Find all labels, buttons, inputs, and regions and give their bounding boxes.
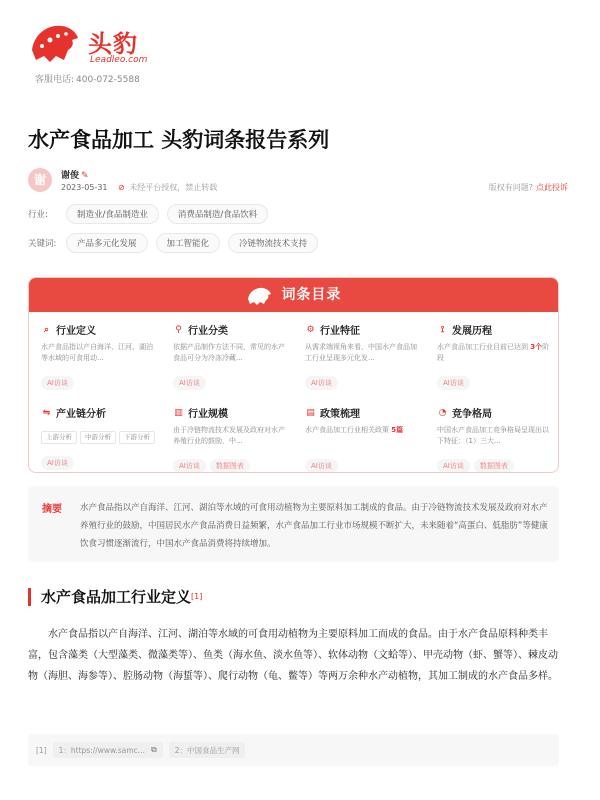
section-paragraph: 水产食品指以产自海洋、江河、湖泊等水域的可食用动植物为主要原料加工而成的食品。由于水产食品原料种类丰富，包含藻类（大型藻类、微藻类等）、鱼类（海水鱼、淡水鱼等）、软体动物（文蛤等）、甲壳动物（虾、蟹等）、棘皮动物（海胆、海参等）、腔肠动物（海蜇等）、爬行动物（龟、鳖等）等两万余种水产动植物，其加工制成的水产食品多样。 bbox=[28, 629, 558, 682]
report-link[interactable]: 点此投诉 bbox=[536, 183, 568, 192]
toc-card bbox=[28, 277, 559, 473]
refs-mark: [1] bbox=[36, 745, 47, 755]
report-question: 版权有问题? bbox=[488, 183, 533, 192]
keyword-tag[interactable]: 加工智能化 bbox=[156, 233, 221, 253]
hotline-number: 400-072-5588 bbox=[76, 75, 140, 85]
industry-label: 行业: bbox=[28, 210, 48, 220]
toc-item-definition[interactable]: ⌕ 行业定义 水产食品指以产自海洋、江河、湖泊等水域的可食用动... AI访谈 bbox=[41, 322, 159, 400]
ai-interview-chip[interactable]: AI访谈 bbox=[437, 376, 470, 390]
keywords-label: 关键词: bbox=[28, 239, 57, 249]
toc-item-desc: 水产食品加工行业相关政策 5篇 bbox=[305, 426, 404, 434]
copyright-note: 未经平台授权，禁止转载 bbox=[129, 183, 218, 192]
toc-item-competition[interactable]: ◔ 竞争格局 中国水产食品加工竞争格局呈现出以下特征：（1）三大... AI访谈 数据图表 bbox=[437, 405, 555, 473]
toc-item-desc: 水产食品加工行业目前已达到 3个阶段 bbox=[437, 343, 550, 362]
toc-item-chain[interactable]: ⇋ 产业链分析 上游分析 中游分析 下游分析 AI访谈 bbox=[41, 405, 159, 473]
page-title: 水产食品加工 头豹词条报告系列 bbox=[28, 128, 330, 152]
ai-interview-chip[interactable]: AI访谈 bbox=[305, 459, 338, 473]
toc-item-desc: 水产食品指以产自海洋、江河、湖泊等水域的可食用动... bbox=[41, 343, 153, 362]
section-title: 水产食品加工行业定义[1] bbox=[28, 588, 202, 606]
toc-item-features[interactable]: ⚙ 行业特征 从需求端视角来看，中国水产食品加工行业呈现多元化发... AI访谈 bbox=[305, 322, 423, 400]
brand-logo[interactable] bbox=[28, 18, 158, 70]
toc-item-desc: 中国水产食品加工竞争格局呈现出以下特征：（1）三大... bbox=[437, 426, 549, 445]
search-doc-icon: ⌕ bbox=[43, 324, 50, 335]
toc-item-desc: 依据产品制作方法不同，常见的水产食品可分为冷冻冷藏... bbox=[173, 343, 285, 362]
data-chart-chip[interactable]: 数据图表 bbox=[210, 459, 250, 473]
reference-item[interactable]: 2：中国食品生产网 bbox=[169, 742, 246, 758]
toc-item-policy[interactable]: ▤ 政策梳理 水产食品加工行业相关政策 5篇 AI访谈 bbox=[305, 405, 423, 473]
policy-icon: ▤ bbox=[306, 407, 315, 418]
ai-interview-chip[interactable]: AI访谈 bbox=[173, 459, 206, 473]
toc-item-scale[interactable]: ▥ 行业规模 由于冷链物流技术发展及政府对水产养殖行业的鼓励，中... AI访谈 数据图表 bbox=[173, 405, 291, 473]
avatar[interactable]: 谢 bbox=[28, 168, 52, 192]
ai-interview-chip[interactable]: AI访谈 bbox=[437, 459, 470, 473]
toc-item-history[interactable]: ⟟ 发展历程 水产食品加工行业目前已达到 3个阶段 AI访谈 bbox=[437, 322, 555, 400]
downstream-chip[interactable]: 下游分析 bbox=[119, 431, 155, 444]
toc-item-desc: 从需求端视角来看，中国水产食品加工行业呈现多元化发... bbox=[305, 343, 417, 362]
leopard-icon bbox=[246, 285, 272, 305]
author-meta bbox=[61, 182, 217, 193]
ai-interview-chip[interactable]: AI访谈 bbox=[41, 456, 74, 470]
brand-name-cn: 头豹 bbox=[88, 30, 138, 58]
ai-interview-chip[interactable]: AI访谈 bbox=[305, 376, 338, 390]
industry-row bbox=[28, 204, 276, 224]
abstract-box bbox=[28, 486, 559, 562]
copyright-report bbox=[489, 182, 568, 193]
author-bar bbox=[28, 166, 568, 196]
ban-icon: ⊘ bbox=[118, 183, 125, 192]
pen-icon: ✎ bbox=[81, 171, 89, 181]
industry-tag[interactable]: 消费品制造/食品饮料 bbox=[167, 204, 268, 224]
upstream-chip[interactable]: 上游分析 bbox=[41, 431, 77, 444]
leopard-logo-icon bbox=[28, 20, 80, 64]
external-link-icon[interactable]: ⧉ bbox=[150, 745, 157, 754]
hotline-label: 客服电话: bbox=[35, 75, 75, 85]
midstream-chip[interactable]: 中游分析 bbox=[80, 431, 116, 444]
ref-mark[interactable]: [1] bbox=[191, 592, 203, 601]
history-icon: ⟟ bbox=[440, 324, 445, 335]
category-icon: ⚲ bbox=[175, 324, 182, 335]
publish-date: 2023-05-31 bbox=[61, 183, 108, 192]
hotline bbox=[33, 72, 140, 85]
reference-item[interactable]: 1：https://www.samc... ⧉ bbox=[53, 742, 163, 758]
feature-icon: ⚙ bbox=[306, 324, 315, 335]
ai-interview-chip[interactable]: AI访谈 bbox=[41, 376, 74, 390]
toc-item-classification[interactable]: ⚲ 行业分类 依据产品制作方法不同，常见的水产食品可分为冷冻冷藏... AI访谈 bbox=[173, 322, 291, 400]
ai-interview-chip[interactable]: AI访谈 bbox=[173, 376, 206, 390]
bar-chart-icon: ▥ bbox=[174, 407, 183, 418]
author-name[interactable]: 谢俊 ✎ bbox=[61, 171, 89, 181]
pie-icon: ◔ bbox=[438, 407, 447, 418]
chain-icon: ⇋ bbox=[42, 407, 51, 418]
abstract-label: 摘要 bbox=[42, 504, 62, 515]
abstract-text: 水产食品指以产自海洋、江河、湖泊等水域的可食用动植物为主要原料加工制成的食品。由于冷链物流技术发展及政府对水产养殖行业的鼓励，中国居民水产食品消费日益频繁，水产食品加工行业市场规模不断扩大，未来随着“高蛋白、低脂肪”等健康饮食习惯逐渐流行，中国水产食品消费将持续增加。 bbox=[80, 503, 548, 549]
toc-item-desc: 由于冷链物流技术发展及政府对水产养殖行业的鼓励，中... bbox=[173, 426, 285, 445]
keyword-tag[interactable]: 产品多元化发展 bbox=[66, 233, 148, 253]
keyword-tag[interactable]: 冷链物流技术支持 bbox=[228, 233, 318, 253]
industry-tag[interactable]: 制造业/食品制造业 bbox=[66, 204, 159, 224]
brand-name-en: Leadleo.com bbox=[90, 55, 148, 65]
data-chart-chip[interactable]: 数据图表 bbox=[474, 459, 514, 473]
keywords-row bbox=[28, 233, 326, 253]
toc-header bbox=[29, 278, 558, 312]
references-bar bbox=[28, 734, 559, 766]
toc-title: 词条目录 bbox=[281, 287, 342, 303]
